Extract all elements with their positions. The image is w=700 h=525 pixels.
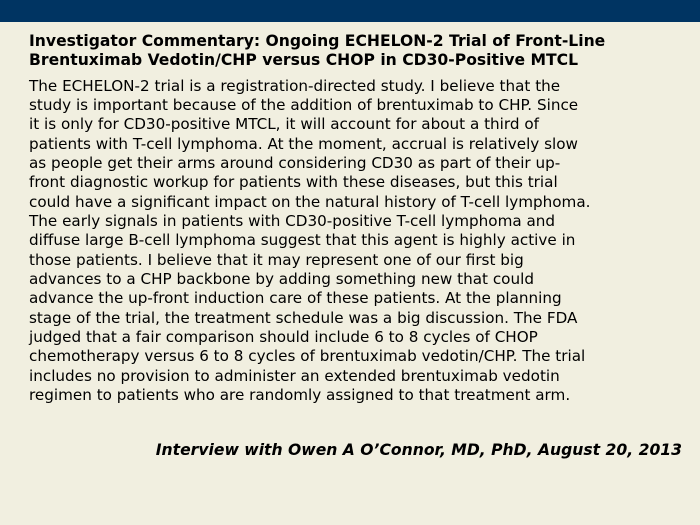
header-bar bbox=[0, 0, 700, 22]
commentary-text: The ECHELON-2 trial is a registration-directed study. I believe that the study is important because of the addition of brentuximab to CHP. Since it is only for CD30-positive MTCL, it will account for about a third of patients with T-cell lymphoma. At the moment, accrual is relatively slow as people get their arms around considering CD30 as part of their up- front diagnostic workup for patients with these diseases, but this trial could have a significant impact on the natural history of T-cell lymphoma. The early signals in patients with CD30-positive T-cell lymphoma and diffuse large B-cell lymphoma suggest that this agent is highly active in those patients. I believe that it may represent one of our first big advances to a CHP backbone by adding something new that could advance the up-front induction care of these patients. At the planning stage of the trial, the treatment schedule was a big discussion. The FDA judged that a fair comparison should include 6 to 8 cycles of CHOP chemotherapy versus 6 to 8 cycles of brentuximab vedotin/CHP. The trial includes no provision to administer an extended brentuximab vedotin regimen to patients who are randomly assigned to that treatment arm. bbox=[29, 76, 591, 404]
slide-title: Investigator Commentary: Ongoing ECHELON-2 Trial of Front-Line Brentuximab Vedotin/CHP versus CHOP in CD30-Positive MTCL bbox=[29, 32, 606, 69]
interview-attribution: Interview with Owen A O’Connor, MD, PhD, August 20, 2013 bbox=[155, 441, 682, 459]
